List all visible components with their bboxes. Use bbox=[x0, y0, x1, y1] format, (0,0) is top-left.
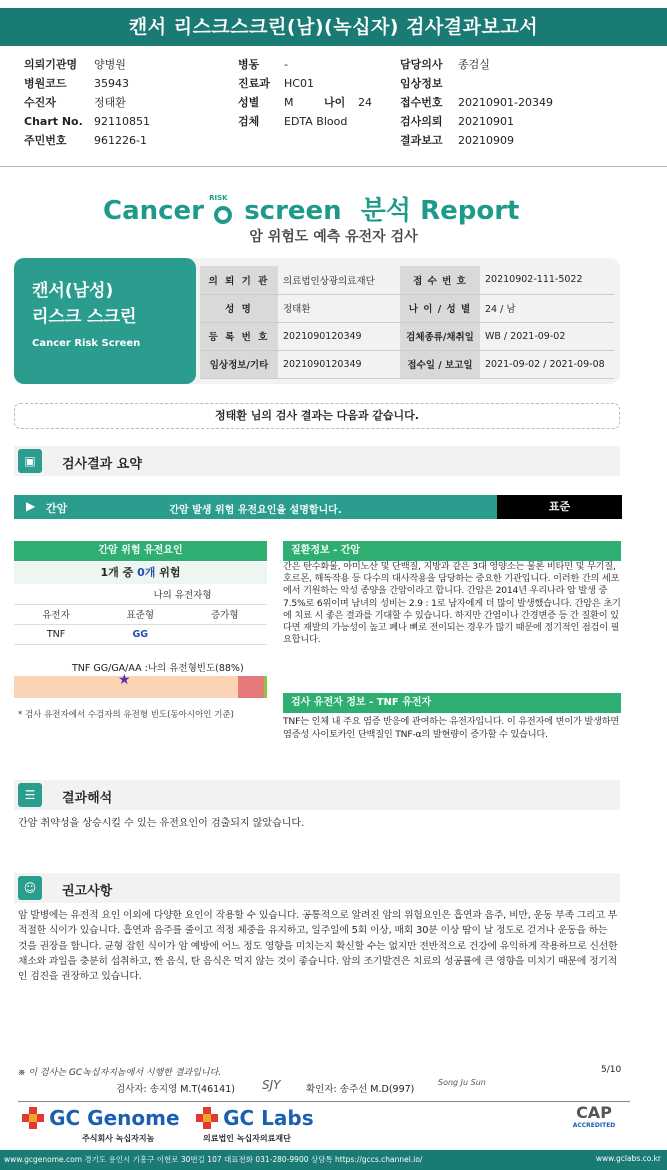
col-increased: 증가형 bbox=[183, 604, 268, 624]
confirmer-signature: Song Ju Sun bbox=[438, 1078, 486, 1087]
report-info-table bbox=[200, 266, 614, 379]
age-label: 나이 bbox=[324, 96, 346, 109]
risk-title: 간암 위험 유전요인 bbox=[14, 541, 267, 561]
label: 수진자 bbox=[24, 96, 56, 109]
value: 20210901 bbox=[458, 115, 514, 128]
summary-icon: ▣ bbox=[18, 449, 42, 473]
gene-info-title: 검사 유전자 정보 - TNF 유전자 bbox=[283, 693, 621, 713]
label: 의뢰기관명 bbox=[24, 58, 78, 71]
clipboard-icon: ☰ bbox=[18, 783, 42, 807]
logo1-sub: 주식회사 녹십자지놈 bbox=[82, 1134, 155, 1143]
logo-cancer: Cancer bbox=[103, 196, 205, 226]
label: 담당의사 bbox=[400, 58, 443, 71]
risk-level-badge: 표준 bbox=[497, 495, 622, 519]
table-row bbox=[200, 322, 614, 350]
table-row bbox=[200, 266, 614, 294]
label: 병원코드 bbox=[24, 77, 67, 90]
table-row bbox=[200, 350, 614, 378]
person-icon: ☺ bbox=[18, 876, 42, 900]
my-genotype-header: 나의 유전자형 bbox=[98, 584, 267, 604]
label: 주민번호 bbox=[24, 134, 67, 147]
value: 92110851 bbox=[94, 115, 150, 128]
table-value: 2021090120349 bbox=[278, 322, 400, 350]
freq-bar-edge bbox=[264, 676, 267, 698]
value: EDTA Blood bbox=[284, 115, 348, 128]
cross-icon bbox=[22, 1107, 44, 1129]
value: 정태환 bbox=[94, 96, 126, 109]
footer-address: www.gcgenome.com 경기도 용인시 기흥구 이현로 30번길 107 대표전화 031-280-9900 상담톡 https://gccs.channel.io/ bbox=[4, 1155, 423, 1164]
freq-bar-high bbox=[238, 676, 264, 698]
gene-increased bbox=[183, 624, 268, 644]
value: 20210901-20349 bbox=[458, 96, 553, 109]
cancer-name: 간암 bbox=[46, 502, 68, 515]
table-label: 성 명 bbox=[200, 294, 278, 322]
summary-section-header bbox=[14, 446, 620, 476]
disease-text: 간은 탄수화물, 아미노산 및 단백질, 지방과 같은 3대 영양소는 물론 비타민 및 무기질, 호르몬, 해독작용 등 다수의 대사작용을 담당하는 중요한 기관입니다. 이러한 간의 세포에서 기원하는 악성 종양을 간암이라고 합니다. 간암은 2014년 우리나라 암 발생 중 7.5%로 6위이며 남녀의 성비는 2.9 : 1로 남자에게 더 많이 발생했습니다. 간암은 초기에 치료 시 좋은 결과를 기대할 수 있습니다. 하지만 간염이나 간경변증 등 간 질환이 있다면 재발의 가능성이 높고 폐나 뼈로 전이되는 경우가 많기 때문에 정기적인 점검이 필요합니다. bbox=[283, 561, 621, 646]
interp-section-header bbox=[14, 780, 620, 810]
report-title: 캔서 리스크스크린(남)(녹십자) 검사결과보고서 bbox=[0, 8, 667, 46]
logo2-sub: 의료법인 녹십자의료재단 bbox=[203, 1134, 291, 1143]
gene-info-text: TNF는 인체 내 주요 염증 반응에 관여하는 유전자입니다. 이 유전자에 변이가 발생하면 염증성 사이토카인 단백질인 TNF-α의 발현량이 증가할 수 있습니다. bbox=[283, 716, 620, 740]
table-value: 24 / 남 bbox=[480, 294, 614, 322]
table-value: 정태환 bbox=[278, 294, 400, 322]
table-value: 20210902-111-5022 bbox=[480, 266, 614, 294]
table-value: 2021090120349 bbox=[278, 350, 400, 378]
gene-standard: GG bbox=[98, 624, 183, 644]
table-value: 2021-09-02 / 2021-09-08 bbox=[480, 350, 614, 378]
section-title: 결과해석 bbox=[62, 791, 113, 806]
patient-info-col2 bbox=[238, 55, 372, 131]
footer-website: www.gclabs.co.kr bbox=[595, 1154, 661, 1163]
divider bbox=[0, 166, 667, 167]
risk-count bbox=[14, 562, 267, 584]
value: M bbox=[284, 96, 294, 109]
logo-report: 분석 Report bbox=[360, 196, 520, 226]
label: 접수번호 bbox=[400, 96, 443, 109]
table-label: 접수일 / 보고일 bbox=[400, 350, 480, 378]
report-logo bbox=[103, 190, 563, 224]
footnote: * 검사 유전자에서 수검자의 유전형 빈도(동아시아인 기준) bbox=[18, 710, 234, 720]
cap-badge bbox=[562, 1104, 626, 1140]
page-number: 5/10 bbox=[601, 1065, 622, 1075]
star-icon: ★ bbox=[118, 672, 131, 688]
footer-note: ※ 이 검사는 GC녹십자지놈에서 시행한 결과입니다. bbox=[18, 1068, 222, 1078]
table-row bbox=[200, 294, 614, 322]
table-label: 의 뢰 기 관 bbox=[200, 266, 278, 294]
card-title-2: 리스크 스크린 bbox=[32, 307, 137, 327]
label: Chart No. bbox=[24, 115, 83, 128]
age-value: 24 bbox=[358, 96, 372, 109]
logo-screen: screen bbox=[244, 196, 342, 226]
cap-text: CAP bbox=[576, 1103, 612, 1122]
greeting-box: 정태환 님의 검사 결과는 다음과 같습니다. bbox=[14, 403, 620, 429]
value: 35943 bbox=[94, 77, 129, 90]
label: 임상정보 bbox=[400, 77, 443, 90]
gc-labs-logo bbox=[196, 1106, 314, 1130]
product-card bbox=[14, 258, 196, 384]
cancer-desc: 간암 발생 위험 유전요인을 설명합니다. bbox=[169, 505, 342, 516]
cancer-bar bbox=[14, 495, 497, 519]
col-standard: 표준형 bbox=[98, 604, 183, 624]
genotype-table bbox=[14, 584, 267, 645]
target-icon bbox=[209, 193, 239, 228]
section-title: 검사결과 요약 bbox=[62, 457, 142, 472]
table-label: 등 록 번 호 bbox=[200, 322, 278, 350]
table-label: 나 이 / 성 별 bbox=[400, 294, 480, 322]
label: 검사의뢰 bbox=[400, 115, 443, 128]
logo-text: GC Genome bbox=[49, 1106, 180, 1130]
play-icon: ▶ bbox=[26, 499, 36, 513]
disease-title: 질환정보 - 간암 bbox=[283, 541, 621, 561]
label: 병동 bbox=[238, 58, 260, 71]
patient-info-col3 bbox=[400, 55, 553, 150]
interp-text: 간암 취약성을 상승시킬 수 있는 유전요인이 검출되지 않았습니다. bbox=[18, 818, 305, 829]
gene-name: TNF bbox=[14, 624, 98, 644]
section-title: 권고사항 bbox=[62, 884, 113, 899]
label: 결과보고 bbox=[400, 134, 443, 147]
footer-bar bbox=[0, 1150, 667, 1170]
cap-sub: ACCREDITED bbox=[572, 1122, 616, 1129]
report-subtitle: 암 위험도 예측 유전자 검사 bbox=[249, 229, 418, 245]
col-gene: 유전자 bbox=[14, 604, 98, 624]
value: 961226-1 bbox=[94, 134, 147, 147]
freq-label: TNF GG/GA/AA :나의 유전형빈도(88%) bbox=[72, 663, 244, 674]
label: 검체 bbox=[238, 115, 260, 128]
label: 진료과 bbox=[238, 77, 270, 90]
cross-icon bbox=[196, 1107, 218, 1129]
table-value: WB / 2021-09-02 bbox=[480, 322, 614, 350]
card-subtitle: Cancer Risk Screen bbox=[32, 338, 141, 349]
confirmer: 확인자: 송주선 M.D(997) bbox=[306, 1084, 415, 1095]
value: 양병원 bbox=[94, 58, 126, 71]
value: - bbox=[284, 58, 288, 71]
risk-count-pre: 1개 중 bbox=[100, 566, 138, 579]
examiner: 검사자: 송지영 M.T(46141) bbox=[116, 1084, 235, 1095]
value: 종검실 bbox=[458, 58, 490, 71]
value: 20210909 bbox=[458, 134, 514, 147]
gc-genome-logo bbox=[22, 1106, 180, 1130]
logo-risk: RISK bbox=[209, 193, 228, 202]
table-value: 의료법인상광의료재단 bbox=[278, 266, 400, 294]
card-title-1: 캔서(남성) bbox=[32, 281, 114, 301]
table-label: 검체종류/채취일 bbox=[400, 322, 480, 350]
value: HC01 bbox=[284, 77, 314, 90]
advice-section-header bbox=[14, 873, 620, 903]
advice-text: 암 발병에는 유전적 요인 이외에 다양한 요인이 작용할 수 있습니다. 공통적으로 알려진 암의 위험요인은 흡연과 음주, 비만, 운동 부족 그리고 부적절한 식이가 있습니다. 흡연과 음주를 줄이고 적정 체중을 유지하고, 일주일에 5회 이상, 매회 30분 이상 땀이 날 정도로 걷거나 운동을 하는 것을 권장을 합니다. 균형 잡힌 식이가 암 예방에 어느 정도 영향을 미치는지 확신할 수는 없지만 전반적으로 건강에 유익하게 작용하므로 신선한 채소와 과일을 충분히 섭취하고, 짠 음식, 탄 음식은 먹지 않는 것이 좋습니다. 암의 조기발견은 치료의 성공률에 큰 영향을 미치기 때문에 정기적인 검진을 권장하고 있습니다. bbox=[18, 910, 618, 983]
risk-count-num: 0개 bbox=[137, 566, 156, 579]
footer-divider bbox=[18, 1101, 630, 1102]
examiner-signature: SJY bbox=[262, 1078, 281, 1092]
logo-text: GC Labs bbox=[223, 1106, 314, 1130]
patient-info-col1 bbox=[24, 55, 150, 150]
table-label: 접 수 번 호 bbox=[400, 266, 480, 294]
label: 성별 bbox=[238, 96, 260, 109]
risk-count-post: 위험 bbox=[155, 566, 181, 579]
table-label: 임상정보/기타 bbox=[200, 350, 278, 378]
